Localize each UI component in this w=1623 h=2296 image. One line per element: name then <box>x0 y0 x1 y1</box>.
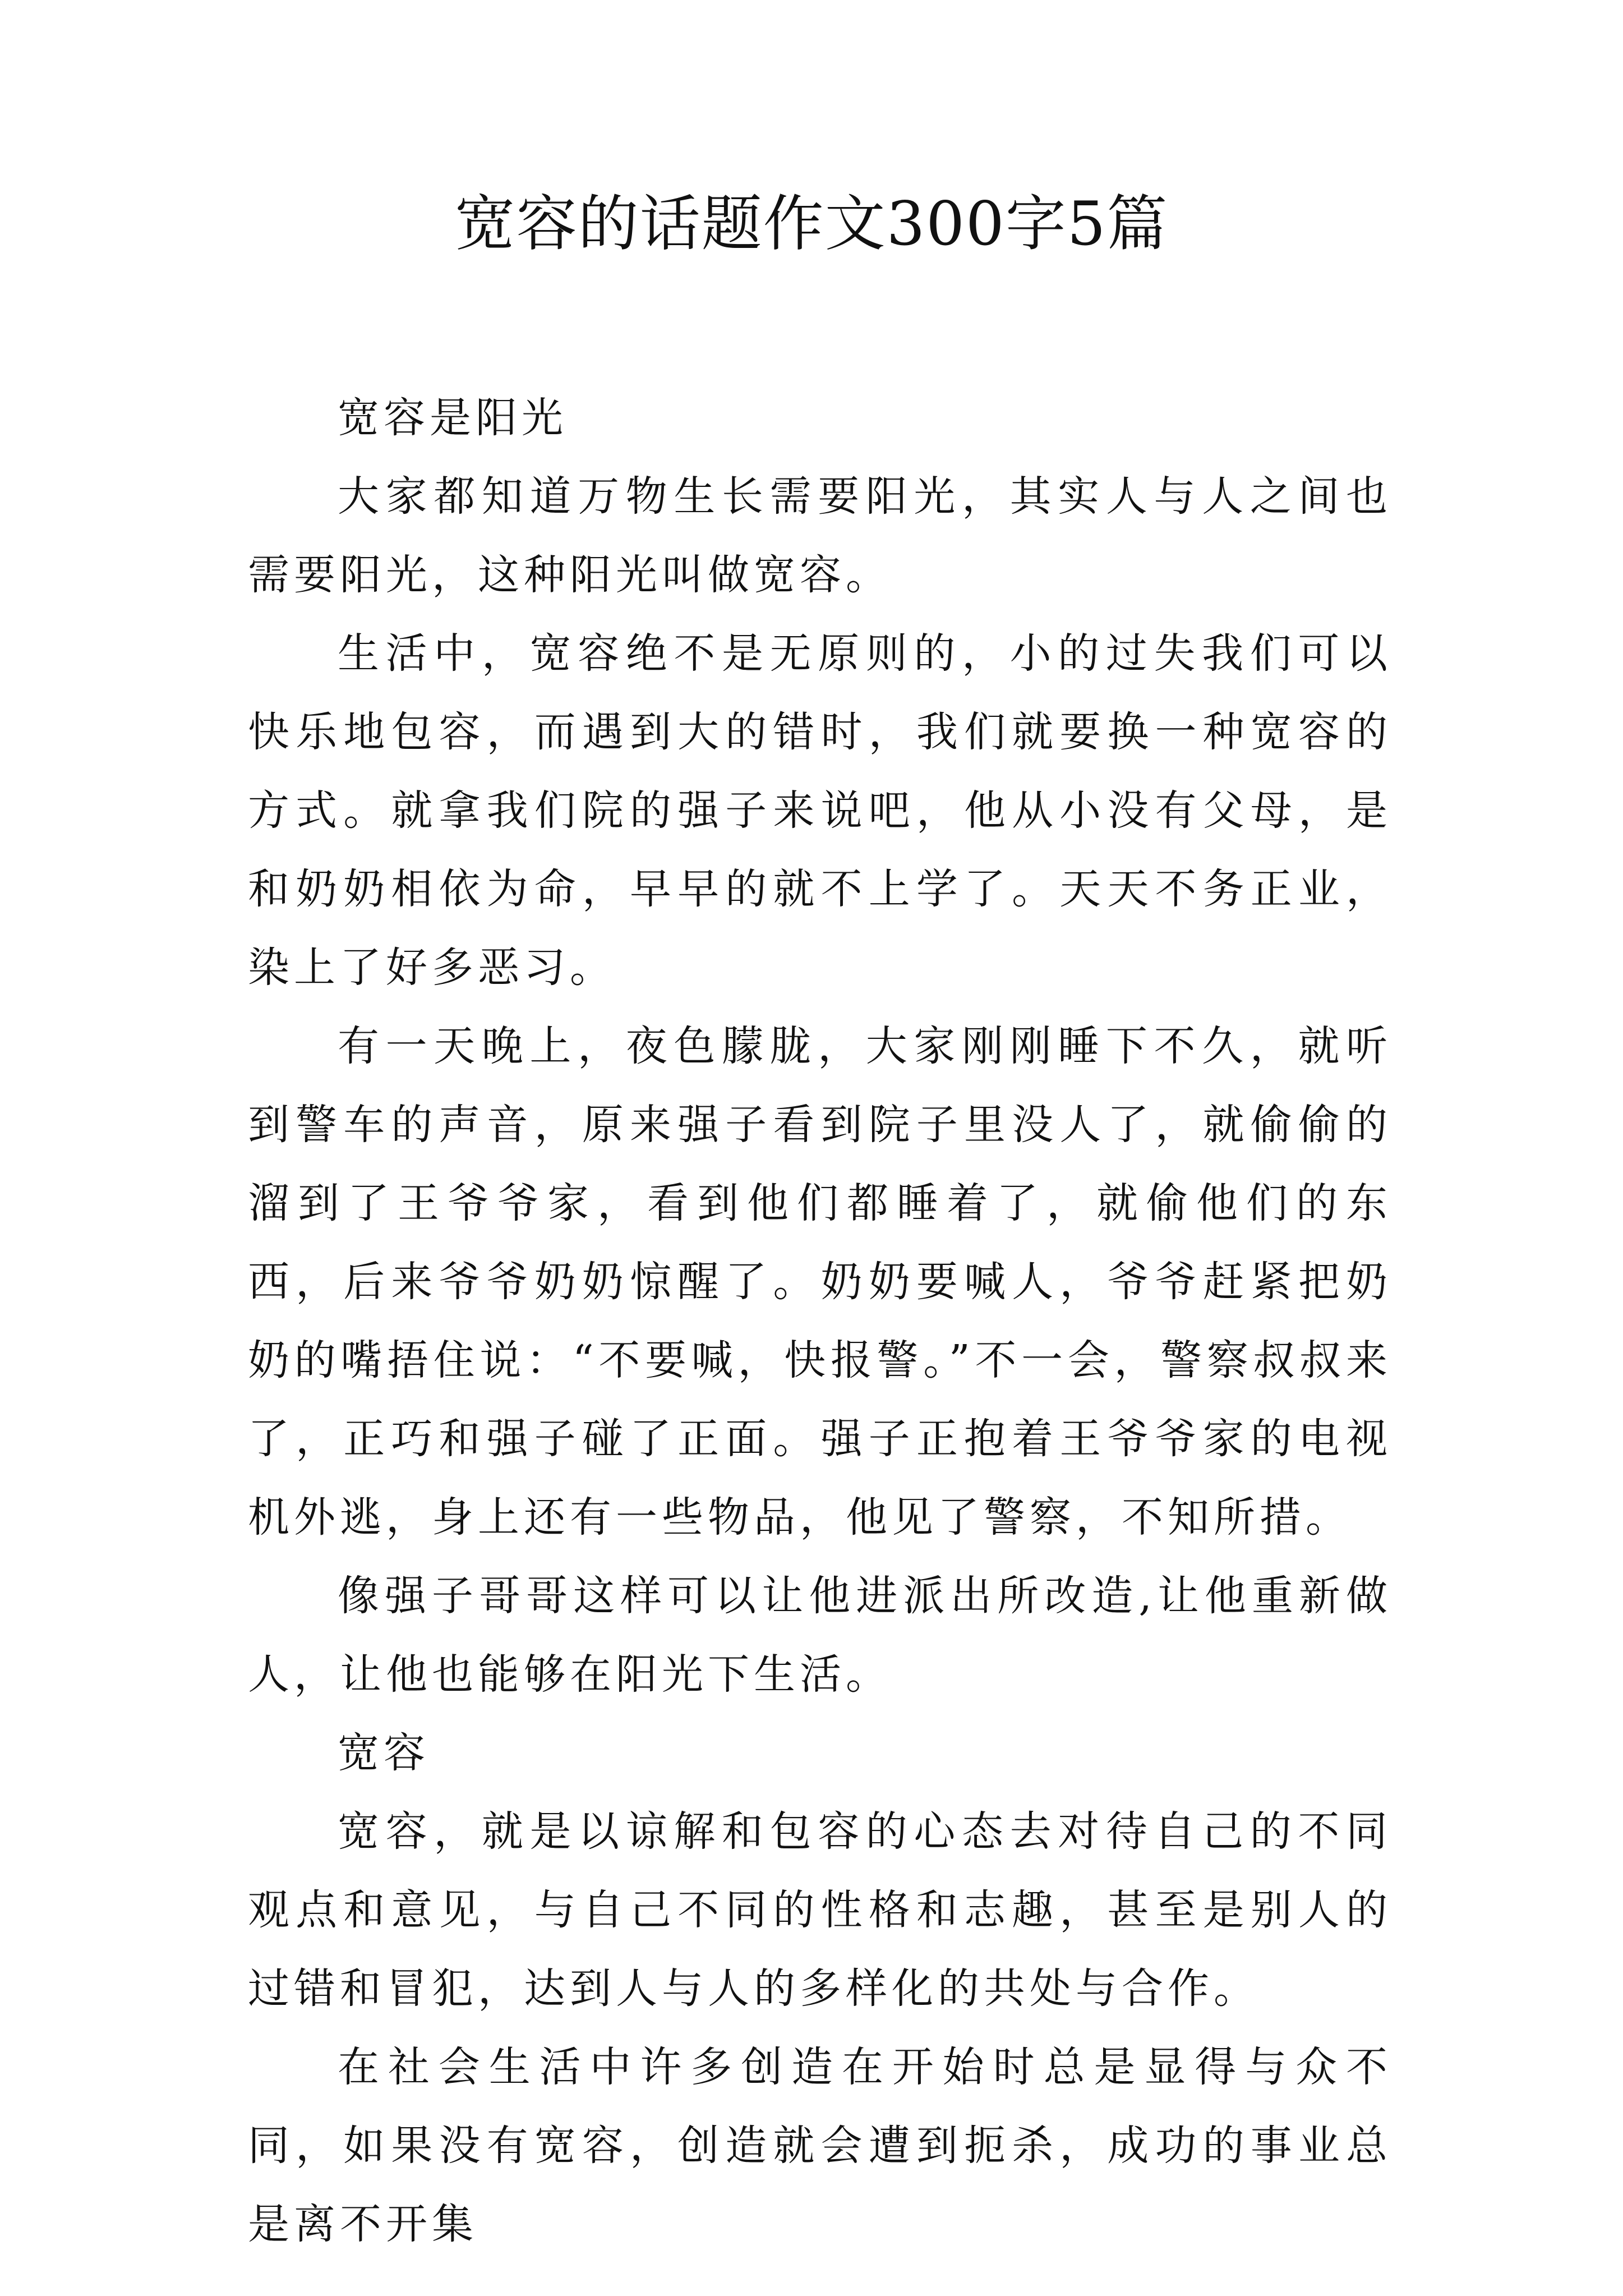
paragraph: 大家都知道万物生长需要阳光，其实人与人之间也需要阳光，这种阳光叫做宽容。 <box>248 472 1392 599</box>
paragraph: 像强子哥哥这样可以让他进派出所改造,让他重新做人，让他也能够在阳光下生活。 <box>248 1572 1392 1699</box>
paragraph: 宽容，就是以谅解和包容的心态去对待自己的不同观点和意见，与自己不同的性格和志趣，甚至是别人的过错和冒犯，达到人与人的多样化的共处与合作。 <box>248 1807 1392 2013</box>
section-heading-tolerance: 宽容 <box>338 1729 430 1777</box>
paragraph: 生活中，宽容绝不是无原则的，小的过失我们可以快乐地包容，而遇到大的错时，我们就要换一种宽容的方式。就拿我们院的强子来说吧，他从小没有父母，是和奶奶相依为命，早早的就不上学了。天天不务正业，染上了好多恶习。 <box>248 629 1392 992</box>
section-heading-sunshine: 宽容是阳光 <box>338 394 568 442</box>
document-body <box>248 379 1392 2263</box>
paragraph: 有一天晚上，夜色朦胧，大家刚刚睡下不久，就听到警车的声音，原来强子看到院子里没人了，就偷偷的溜到了王爷爷家，看到他们都睡着了，就偷他们的东西，后来爷爷奶奶惊醒了。奶奶要喊人，爷爷赶紧把奶奶的嘴捂住说：“不要喊，快报警。”不一会，警察叔叔来了，正巧和强子碰了正面。强子正抱着王爷爷家的电视机外逃，身上还有一些物品，他见了警察，不知所措。 <box>248 1022 1392 1542</box>
document-title: 宽容的话题作文300字5篇 <box>454 189 1169 259</box>
paragraph: 在社会生活中许多创造在开始时总是显得与众不同，如果没有宽容，创造就会遭到扼杀，成功的事业总是离不开集 <box>248 2043 1392 2248</box>
